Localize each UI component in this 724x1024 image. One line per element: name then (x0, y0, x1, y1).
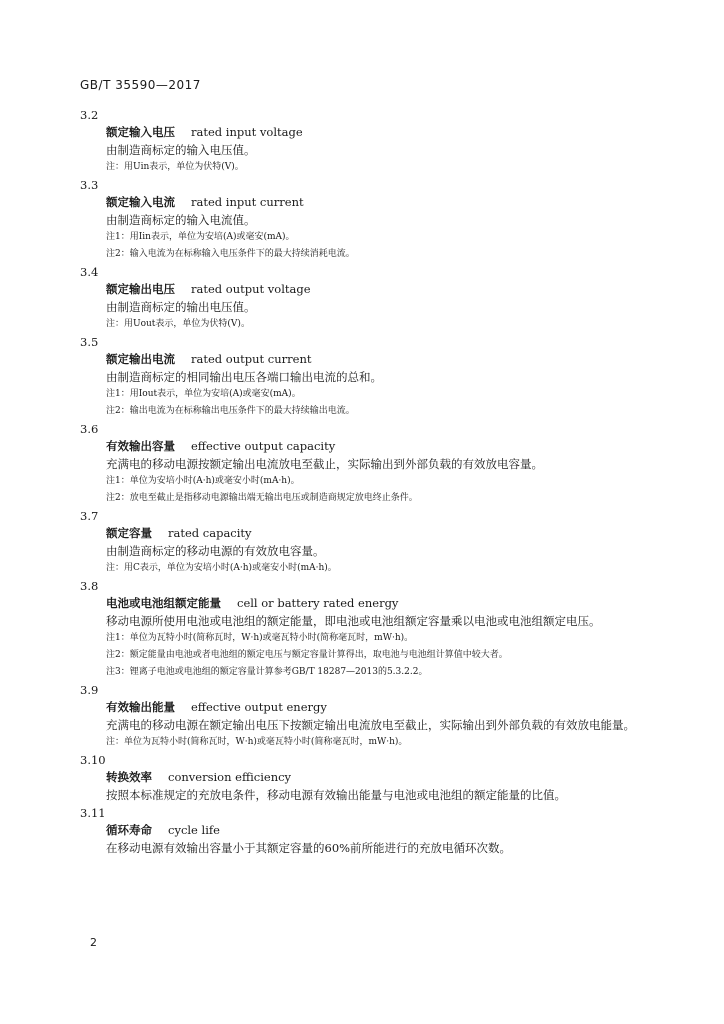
term-entry (80, 579, 660, 681)
term-number: 3.9 (80, 683, 99, 697)
term-en: effective output energy (191, 700, 327, 714)
term-title (106, 350, 660, 368)
term-title (106, 821, 660, 839)
term-number: 3.2 (80, 108, 99, 122)
term-note: 注2：额定能量由电池或者电池组的额定电压与额定容量计算得出，取电池与电池组计算值中较大者。 (106, 650, 508, 660)
term-title (106, 193, 660, 211)
term-note: 注：用Uin表示，单位为伏特(V)。 (106, 162, 244, 172)
term-title (106, 123, 660, 141)
term-definition: 由制造商标定的输入电压值。 (106, 143, 256, 157)
term-cn: 有效输出容量 (106, 439, 175, 453)
term-cn: 额定输入电压 (106, 125, 175, 139)
term-cn: 额定输出电压 (106, 282, 175, 296)
term-number: 3.8 (80, 579, 99, 593)
term-en: conversion efficiency (168, 770, 292, 784)
term-definition: 充满电的移动电源按额定输出电流放电至截止，实际输出到外部负载的有效放电容量。 (106, 457, 543, 471)
term-note: 注3：锂离子电池或电池组的额定容量计算参考GB/T 18287—2013的5.3.2.2。 (106, 667, 428, 677)
term-cn: 有效输出能量 (106, 700, 175, 714)
term-entry (80, 108, 660, 176)
term-title (106, 768, 660, 786)
term-title (106, 594, 660, 612)
term-note: 注1：用Iin表示，单位为安培(A)或毫安(mA)。 (106, 232, 295, 242)
term-definition: 由制造商标定的输入电流值。 (106, 213, 256, 227)
term-title (106, 437, 660, 455)
term-entry (80, 178, 660, 263)
term-note: 注1：用Iout表示，单位为安培(A)或毫安(mA)。 (106, 389, 301, 399)
term-note: 注2：放电至截止是指移动电源输出端无输出电压或制造商规定放电终止条件。 (106, 493, 418, 503)
term-title (106, 698, 660, 716)
term-number: 3.5 (80, 335, 99, 349)
term-note: 注：用Uout表示，单位为伏特(V)。 (106, 319, 250, 329)
term-note: 注2：输入电流为在标称输入电压条件下的最大持续消耗电流。 (106, 249, 355, 259)
term-en: rated capacity (168, 526, 252, 540)
term-note: 注2：输出电流为在标称输出电压条件下的最大持续输出电流。 (106, 406, 355, 416)
term-note: 注1：单位为安培小时(A·h)或毫安小时(mA·h)。 (106, 476, 300, 486)
term-number: 3.11 (80, 806, 106, 820)
term-en: rated input voltage (191, 125, 303, 139)
page-number: 2 (90, 936, 97, 949)
term-entry (80, 335, 660, 420)
term-entry (80, 265, 660, 333)
term-en: cycle life (168, 823, 220, 837)
term-en: rated input current (191, 195, 304, 209)
term-entry (80, 753, 660, 804)
term-number: 3.7 (80, 509, 99, 523)
term-en: rated output voltage (191, 282, 311, 296)
term-entry (80, 422, 660, 507)
term-title (106, 280, 660, 298)
term-en: effective output capacity (191, 439, 336, 453)
terms-definitions-content (80, 106, 660, 857)
term-cn: 额定输出电流 (106, 352, 175, 366)
term-definition: 在移动电源有效输出容量小于其额定容量的60%前所能进行的充放电循环次数。 (106, 841, 512, 855)
term-note: 注：单位为瓦特小时(简称瓦时，W·h)或毫瓦特小时(简称毫瓦时，mW·h)。 (106, 737, 408, 747)
term-definition: 移动电源所使用电池或电池组的额定能量，即电池或电池组额定容量乘以电池或电池组额定电压。 (106, 614, 601, 628)
term-en: rated output current (191, 352, 312, 366)
term-definition: 由制造商标定的相同输出电压各端口输出电流的总和。 (106, 370, 382, 384)
term-definition: 由制造商标定的移动电源的有效放电容量。 (106, 544, 325, 558)
term-entry (80, 683, 660, 751)
term-number: 3.4 (80, 265, 99, 279)
term-entry (80, 509, 660, 577)
term-title (106, 524, 660, 542)
term-cn: 额定容量 (106, 526, 152, 540)
standard-code-header: GB/T 35590—2017 (80, 78, 201, 92)
term-cn: 转换效率 (106, 770, 152, 784)
term-entry (80, 806, 660, 857)
term-definition: 按照本标准规定的充放电条件，移动电源有效输出能量与电池或电池组的额定能量的比值。 (106, 788, 566, 802)
term-number: 3.6 (80, 422, 99, 436)
term-definition: 充满电的移动电源在额定输出电压下按额定输出电流放电至截止，实际输出到外部负载的有效放电能量。 (106, 718, 635, 732)
term-en: cell or battery rated energy (237, 596, 399, 610)
term-cn: 额定输入电流 (106, 195, 175, 209)
term-note: 注1：单位为瓦特小时(简称瓦时，W·h)或毫瓦特小时(简称毫瓦时，mW·h)。 (106, 633, 414, 643)
term-cn: 循环寿命 (106, 823, 152, 837)
term-cn: 电池或电池组额定能量 (106, 596, 221, 610)
term-number: 3.10 (80, 753, 106, 767)
term-definition: 由制造商标定的输出电压值。 (106, 300, 256, 314)
term-number: 3.3 (80, 178, 99, 192)
term-note: 注：用C表示，单位为安培小时(A·h)或毫安小时(mA·h)。 (106, 563, 337, 573)
